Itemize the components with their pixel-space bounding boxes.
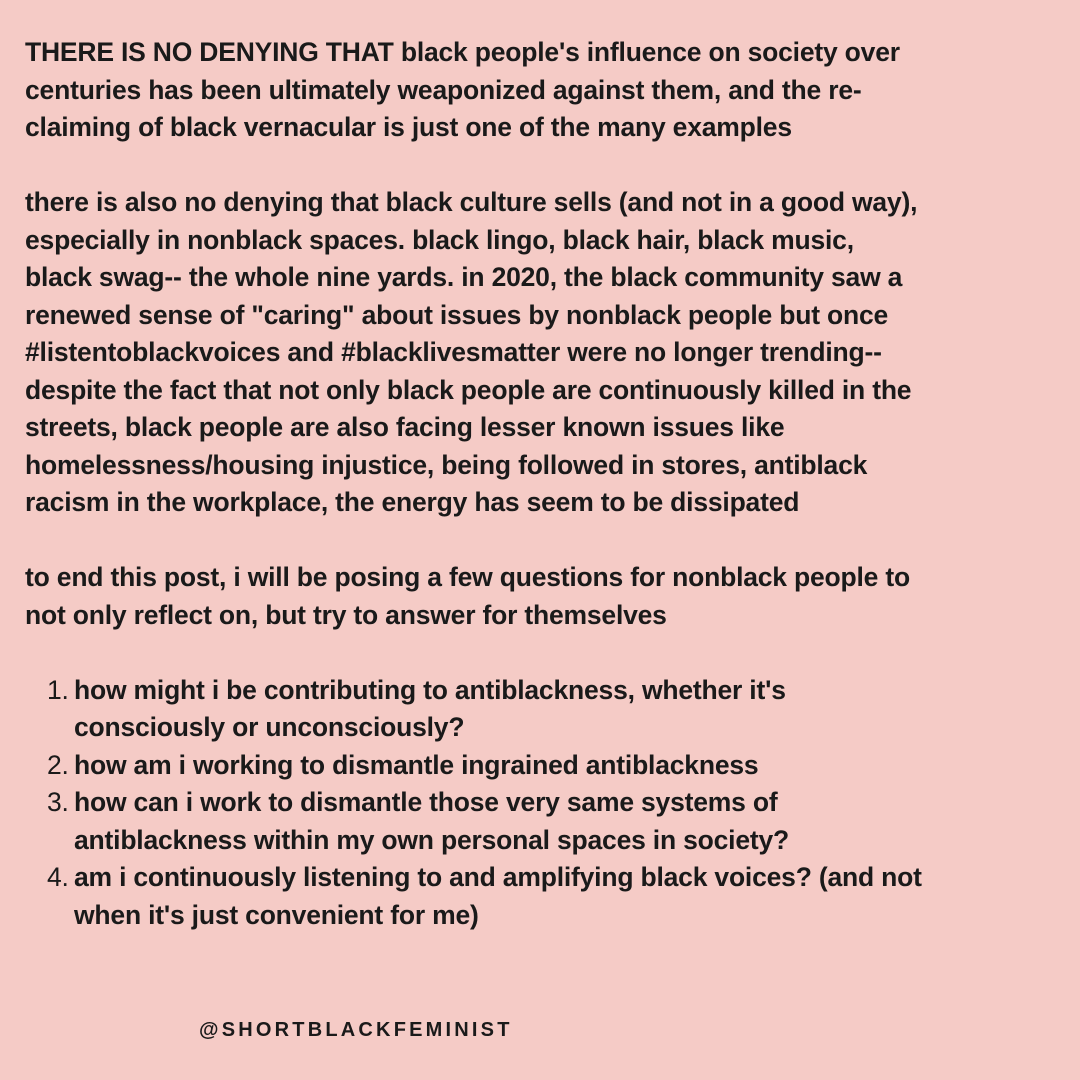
text-line: black swag-- the whole nine yards. in 2020, the black community saw a: [25, 262, 903, 292]
text-line: racism in the workplace, the energy has seem to be dissipated: [25, 487, 800, 517]
text-line: how can i work to dismantle those very same systems of: [74, 787, 778, 817]
list-item: [25, 672, 1065, 747]
paragraph-intro: [25, 34, 1065, 147]
paragraph-closing: [25, 559, 1065, 634]
questions-list: [25, 672, 1065, 935]
text-line: #listentoblackvoices and #blacklivesmatter were no longer trending--: [25, 337, 882, 367]
text-line: especially in nonblack spaces. black lingo, black hair, black music,: [25, 224, 854, 255]
text-line: claiming of black vernacular is just one of the many examples: [25, 112, 792, 142]
list-number: 1.: [47, 674, 69, 705]
text-line: centuries has been ultimately weaponized against them, and the re-: [25, 74, 862, 105]
list-item: [25, 784, 1065, 859]
text-line: am i continuously listening to and amplifying black voices? (and not: [74, 862, 922, 892]
text-line: THERE IS NO DENYING THAT black people's influence on society over: [25, 37, 900, 67]
text-line: despite the fact that not only black people are continuously killed in the: [25, 374, 912, 405]
text-line: homelessness/housing injustice, being followed in stores, antiblack: [25, 449, 868, 480]
text-line: to end this post, i will be posing a few questions for nonblack people to: [25, 562, 910, 592]
text-line: streets, black people are also facing lesser known issues like: [25, 412, 785, 442]
list-item: [25, 747, 1065, 785]
text-line: antiblackness within my own personal spaces in society?: [74, 824, 790, 855]
text-line: how am i working to dismantle ingrained antiblackness: [74, 749, 759, 780]
text-line: renewed sense of "caring" about issues by nonblack people but once: [25, 299, 889, 330]
author-handle: @SHORTBLACKFEMINIST: [199, 1019, 513, 1041]
text-line: when it's just convenient for me): [74, 899, 479, 930]
list-number: 2.: [47, 749, 69, 780]
text-line: consciously or unconsciously?: [74, 712, 465, 742]
text-line: not only reflect on, but try to answer for themselves: [25, 599, 667, 630]
text-line: how might i be contributing to antiblackness, whether it's: [74, 674, 786, 705]
list-number: 3.: [47, 787, 69, 817]
list-number: 4.: [47, 862, 69, 892]
paragraph-culture: [25, 184, 1065, 522]
text-line: there is also no denying that black culture sells (and not in a good way),: [25, 187, 918, 217]
post-body: [25, 34, 1065, 934]
list-item: [25, 859, 1065, 934]
